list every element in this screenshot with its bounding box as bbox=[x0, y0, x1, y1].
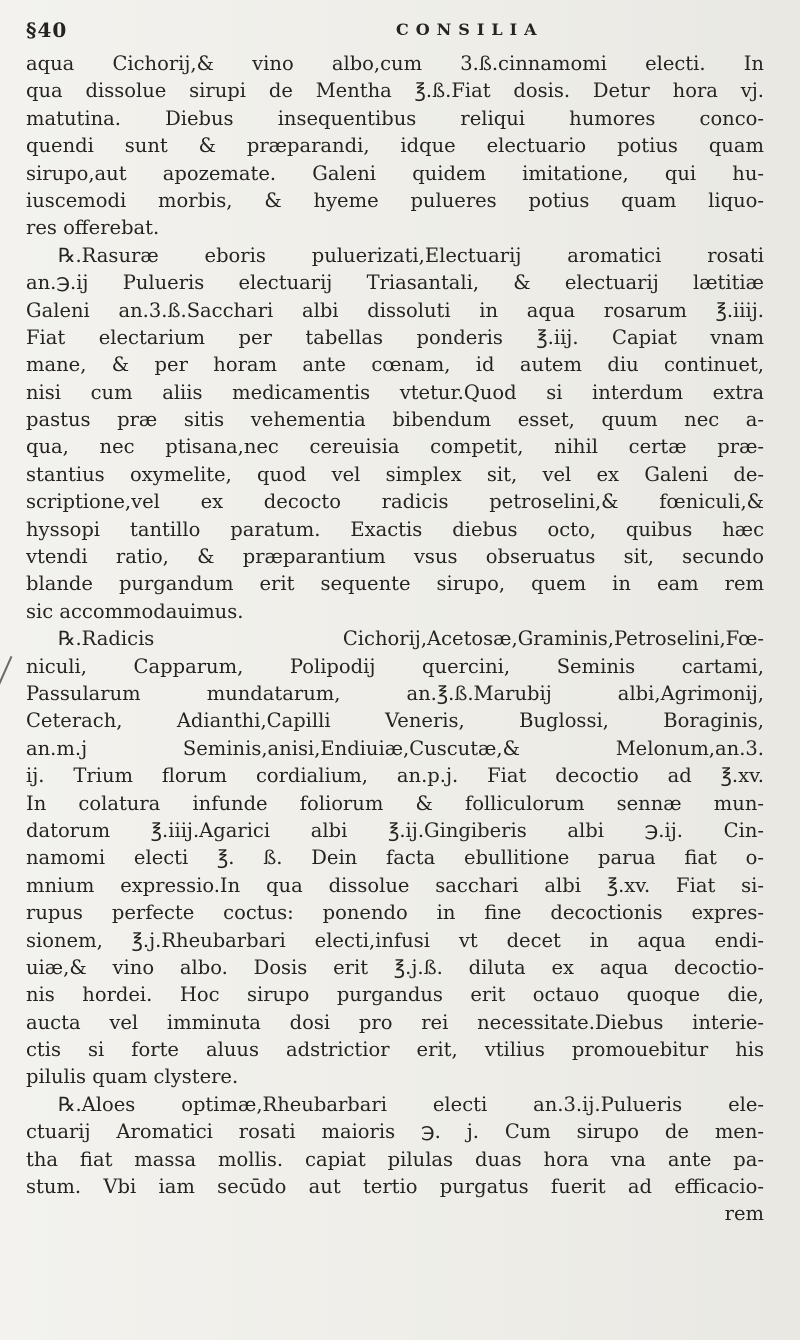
text-line: sic accommodauimus. bbox=[26, 599, 244, 623]
text-line: qua, nec ptisana,nec cereuisia competit, nihil certæ præ- bbox=[26, 435, 764, 459]
text-line: Galeni an.3.ß.Sacchari albi dissoluti in aqua rosarum ℥.iiij. bbox=[26, 298, 764, 322]
text-line: sirupo,aut apozemate. Galeni quidem imitatione, qui hu- bbox=[26, 161, 764, 185]
text-line: Passularum mundatarum, an.℥.ß.Marubij albi,Agrimonij, bbox=[26, 681, 764, 705]
text-line: niculi, Capparum, Polipodij quercini, Seminis cartami, bbox=[26, 654, 764, 678]
text-line: pastus præ sitis vehementia bibendum esset, quum nec a- bbox=[26, 408, 764, 432]
text-line: iuscemodi morbis, & hyeme pulueres potius quam liquo- bbox=[26, 188, 764, 212]
text-line: aucta vel imminuta dosi pro rei necessitate.Diebus interie- bbox=[26, 1010, 764, 1034]
text-line: uiæ,& vino albo. Dosis erit ℥.j.ß. diluta ex aqua decoctio- bbox=[26, 955, 764, 979]
text-line: In colatura infunde foliorum & folliculorum sennæ mun- bbox=[26, 791, 764, 815]
text-line: ctis si forte aluus adstrictior erit, vtilius promouebitur his bbox=[26, 1038, 764, 1062]
text-line: stum. Vbi iam secūdo aut tertio purgatus fuerit ad efficacio- bbox=[26, 1175, 764, 1199]
text-line: vtendi ratio, & præparantium vsus obseruatus sit, secundo bbox=[26, 545, 764, 569]
text-line: mane, & per horam ante cœnam, id autem diu continuet, bbox=[26, 353, 764, 377]
page-number: §40 bbox=[26, 18, 68, 42]
text-line: rupus perfecte coctus: ponendo in fine decoctionis expres- bbox=[26, 901, 764, 925]
paragraph bbox=[26, 625, 764, 1091]
body-text bbox=[26, 50, 764, 1228]
text-line: ℞.Aloes optimæ,Rheubarbari electi an.3.ij.Pulueris ele- bbox=[58, 1092, 764, 1116]
text-line: qua dissolue sirupi de Mentha ℥.ß.Fiat dosis. Detur hora vj. bbox=[26, 79, 764, 103]
text-line: an.℈.ij Pulueris electuarij Triasantali, & electuarij lætitiæ bbox=[26, 271, 764, 295]
paragraph bbox=[26, 1091, 764, 1201]
text-line: aqua Cichorij,& vino albo,cum 3.ß.cinnamomi electi. In bbox=[26, 52, 764, 75]
text-line: res offerebat. bbox=[26, 216, 160, 240]
text-line: hyssopi tantillo paratum. Exactis diebus octo, quibus hæc bbox=[26, 517, 764, 541]
text-line: blande purgandum erit sequente sirupo, quem in eam rem bbox=[26, 572, 764, 596]
text-line: scriptione,vel ex decocto radicis petroselini,& fœniculi,& bbox=[26, 490, 764, 514]
text-line: Ceterach, Adianthi,Capilli Veneris, Buglossi, Boraginis, bbox=[26, 709, 764, 733]
text-line: tha fiat massa mollis. capiat pilulas duas hora vna ante pa- bbox=[26, 1147, 764, 1171]
text-line: mnium expressio.In qua dissolue sacchari albi ℥.xv. Fiat si- bbox=[26, 873, 764, 897]
text-line: matutina. Diebus insequentibus reliqui humores conco- bbox=[26, 106, 764, 130]
text-line: ℞.Rasuræ eboris puluerizati,Electuarij aromatici rosati bbox=[58, 243, 764, 267]
text-line: ij. Trium florum cordialium, an.p.j. Fiat decoctio ad ℥.xv. bbox=[26, 764, 764, 788]
catchword: rem bbox=[724, 1202, 764, 1226]
text-line: ctuarij Aromatici rosati maioris ℈. j. Cum sirupo de men- bbox=[26, 1120, 764, 1144]
text-line: ℞.Radicis Cichorij,Acetosæ,Graminis,Petroselini,Fœ- bbox=[58, 627, 764, 651]
text-line: namomi electi ℥. ß. Dein facta ebullitione parua fiat o- bbox=[26, 846, 764, 870]
page-header bbox=[26, 18, 746, 46]
paragraph bbox=[26, 50, 764, 242]
text-line: an.m.j Seminis,anisi,Endiuiæ,Cuscutæ,& Melonum,an.3. bbox=[26, 736, 764, 760]
text-line: stantius oxymelite, quod vel simplex sit, vel ex Galeni de- bbox=[26, 462, 764, 486]
text-line: Fiat electarium per tabellas ponderis ℥.iij. Capiat vnam bbox=[26, 325, 764, 349]
text-line: pilulis quam clystere. bbox=[26, 1065, 239, 1089]
paragraph bbox=[26, 242, 764, 625]
text-line: datorum ℥.iiij.Agarici albi ℥.ij.Gingiberis albi ℈.ij. Cin- bbox=[26, 818, 764, 842]
text-line: sionem, ℥.j.Rheubarbari electi,infusi vt decet in aqua endi- bbox=[26, 928, 764, 952]
running-title: CONSILIA bbox=[396, 20, 544, 39]
text-line: nisi cum aliis medicamentis vtetur.Quod si interdum extra bbox=[26, 380, 764, 404]
text-line: quendi sunt & præparandi, idque electuario potius quam bbox=[26, 134, 764, 158]
text-line: nis hordei. Hoc sirupo purgandus erit octauo quoque die, bbox=[26, 983, 764, 1007]
margin-mark bbox=[0, 656, 12, 686]
